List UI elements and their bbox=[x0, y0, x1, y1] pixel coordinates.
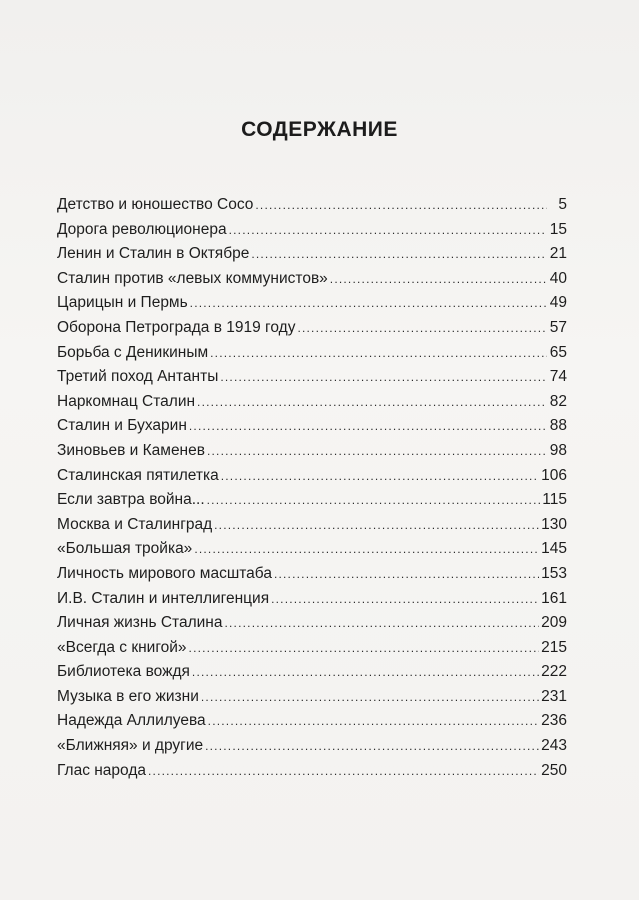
toc-entry-page: 153 bbox=[541, 564, 567, 582]
toc-entry bbox=[57, 414, 567, 439]
toc-entry-page: 236 bbox=[541, 712, 567, 730]
toc-entry-page: 82 bbox=[549, 392, 567, 410]
toc-entry-page: 40 bbox=[549, 269, 567, 287]
toc-entry-title: Дорога революционера bbox=[57, 220, 227, 238]
toc-entry bbox=[57, 291, 567, 316]
toc-entry-title: Сталинская пятилетка bbox=[57, 466, 219, 484]
dot-leader bbox=[221, 464, 539, 489]
toc-entry bbox=[57, 341, 567, 366]
toc-entry-title: Зиновьев и Каменев bbox=[57, 441, 205, 459]
toc-entry bbox=[57, 636, 567, 661]
toc-entry-page: 115 bbox=[542, 491, 567, 509]
toc-entry bbox=[57, 587, 567, 612]
dot-leader bbox=[207, 488, 541, 513]
toc-entry-page: 5 bbox=[558, 196, 567, 213]
toc-entry-page: 88 bbox=[549, 417, 567, 435]
dot-leader bbox=[192, 660, 539, 685]
toc-entry bbox=[57, 562, 567, 587]
toc-entry-title: Москва и Сталинград bbox=[57, 515, 213, 533]
toc-entry-title: Сталин и Бухарин bbox=[57, 417, 187, 435]
dot-leader bbox=[214, 513, 539, 538]
dot-leader bbox=[251, 242, 547, 267]
toc-entry-title: И.В. Сталин и интеллигенция bbox=[57, 589, 270, 607]
toc-entry bbox=[57, 218, 567, 243]
dot-leader bbox=[189, 414, 547, 439]
toc-entry bbox=[57, 242, 567, 267]
dot-leader bbox=[224, 611, 539, 636]
toc-entry bbox=[57, 734, 567, 759]
toc-entry bbox=[57, 709, 567, 734]
toc-entry bbox=[57, 464, 567, 489]
toc-entry bbox=[57, 685, 567, 710]
toc-entry-page: 209 bbox=[541, 614, 567, 632]
dot-leader bbox=[201, 685, 539, 710]
dot-leader bbox=[148, 759, 539, 784]
toc-entry-page: 243 bbox=[541, 737, 567, 755]
toc-entry bbox=[57, 759, 567, 784]
dot-leader bbox=[194, 537, 539, 562]
toc-entry-title: Надежда Аллилуева bbox=[57, 712, 206, 730]
toc-entry-title: Детство и юношество Сосо bbox=[57, 196, 254, 213]
toc-entry-title: Личная жизнь Сталина bbox=[57, 614, 223, 632]
toc-entry-page: 145 bbox=[541, 540, 567, 558]
table-of-contents bbox=[57, 193, 567, 783]
dot-leader bbox=[229, 218, 547, 243]
toc-entry bbox=[57, 537, 567, 562]
toc-entry bbox=[57, 193, 567, 218]
toc-entry-title: Борьба с Деникиным bbox=[57, 343, 209, 361]
dot-leader bbox=[274, 562, 539, 587]
dot-leader bbox=[189, 636, 540, 661]
toc-entry-title: Если завтра война... bbox=[57, 491, 205, 509]
toc-entry-page: 57 bbox=[549, 318, 567, 336]
toc-entry-title: «Всегда с книгой» bbox=[57, 638, 187, 656]
toc-entry-page: 15 bbox=[549, 220, 567, 238]
toc-entry bbox=[57, 611, 567, 636]
toc-entry-title: Глас народа bbox=[57, 761, 146, 779]
toc-entry-page: 130 bbox=[541, 515, 567, 533]
toc-entry-title: Библиотека вождя bbox=[57, 663, 190, 681]
toc-entry-title: Третий поход Антанты bbox=[57, 368, 219, 386]
dot-leader bbox=[197, 390, 547, 415]
dot-leader bbox=[190, 291, 547, 316]
toc-entry-page: 250 bbox=[541, 761, 567, 779]
dot-leader bbox=[210, 341, 547, 366]
toc-entry-page: 49 bbox=[549, 294, 567, 312]
toc-entry-title: Наркомнац Сталин bbox=[57, 392, 196, 410]
toc-entry-page: 65 bbox=[549, 343, 567, 361]
dot-leader bbox=[205, 734, 539, 759]
toc-entry-page: 215 bbox=[541, 638, 567, 656]
dot-leader bbox=[330, 267, 547, 292]
dot-leader bbox=[297, 316, 547, 341]
toc-entry bbox=[57, 439, 567, 464]
toc-entry-title: «Ближняя» и другие bbox=[57, 737, 204, 755]
toc-entry-page: 222 bbox=[541, 663, 567, 681]
toc-entry-title: Личность мирового масштаба bbox=[57, 564, 272, 582]
toc-entry-page: 106 bbox=[541, 466, 567, 484]
toc-entry-page: 161 bbox=[541, 589, 567, 607]
dot-leader bbox=[208, 709, 539, 734]
toc-entry-page: 98 bbox=[549, 441, 567, 459]
toc-entry bbox=[57, 488, 567, 513]
dot-leader bbox=[255, 193, 547, 218]
toc-entry-title: Царицын и Пермь bbox=[57, 294, 188, 312]
toc-entry-title: Ленин и Сталин в Октябре bbox=[57, 245, 250, 263]
toc-entry-title: Музыка в его жизни bbox=[57, 687, 199, 705]
dot-leader bbox=[207, 439, 547, 464]
toc-entry-page: 231 bbox=[541, 687, 567, 705]
toc-entry-title: Оборона Петрограда в 1919 году bbox=[57, 318, 296, 336]
dot-leader bbox=[220, 365, 547, 390]
toc-entry bbox=[57, 390, 567, 415]
page-title: СОДЕРЖАНИЕ bbox=[241, 118, 398, 141]
toc-entry bbox=[57, 513, 567, 538]
toc-entry-title: «Большая тройка» bbox=[57, 540, 193, 558]
toc-entry bbox=[57, 365, 567, 390]
toc-entry-page: 21 bbox=[549, 245, 567, 263]
toc-entry bbox=[57, 267, 567, 292]
toc-entry bbox=[57, 660, 567, 685]
dot-leader bbox=[271, 587, 539, 612]
toc-entry bbox=[57, 316, 567, 341]
toc-entry-title: Сталин против «левых коммунистов» bbox=[57, 269, 328, 287]
toc-entry-page: 74 bbox=[549, 368, 567, 386]
